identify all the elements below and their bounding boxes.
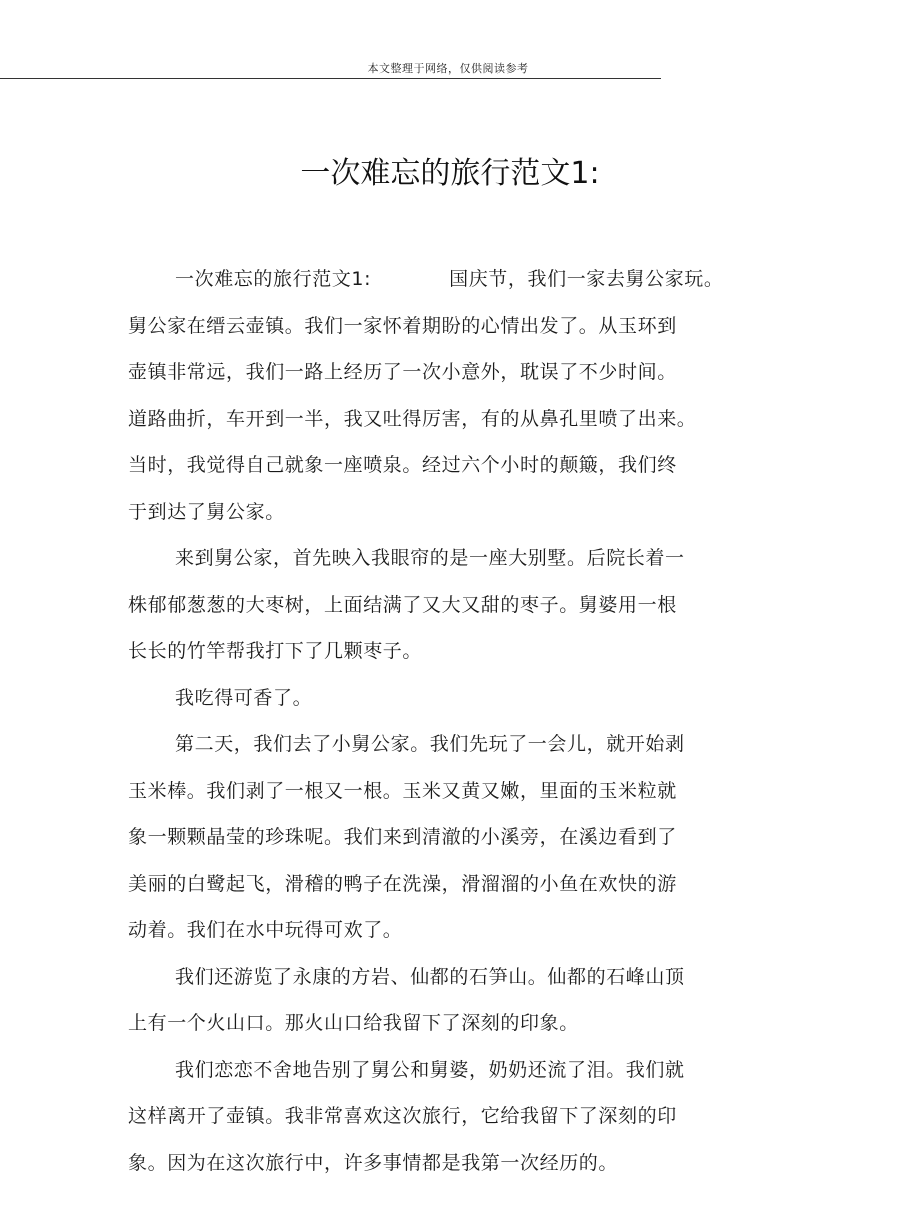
inline-heading: 一次难忘的旅行范文1:: [175, 268, 372, 290]
paragraph-line: 象。因为在这次旅行中，许多事情都是我第一次经历的。: [128, 1151, 619, 1174]
paragraph-line: 动着。我们在水中玩得可欢了。: [128, 919, 403, 941]
paragraph-line: 于到达了舅公家。: [128, 500, 285, 523]
paragraph-line: 株郁郁葱葱的大枣树，上面结满了又大又甜的枣子。舅婆用一根: [128, 593, 677, 616]
paragraph-line: 来到舅公家，首先映入我眼帘的是一座大别墅。后院长着一: [175, 547, 685, 569]
paragraph-line: 玉米棒。我们剥了一根又一根。玉米又黄又嫩，里面的玉米粒就: [128, 779, 677, 802]
paragraph-line: 我们还游览了永康的方岩、仙都的石笋山。仙都的石峰山顶: [175, 965, 685, 988]
article-body: [128, 256, 743, 1186]
paragraph-line: 我们恋恋不舍地告别了舅公和舅婆，奶奶还流了泪。我们就: [175, 1058, 685, 1081]
paragraph-line: 当时，我觉得自己就象一座喷泉。经过六个小时的颠簸，我们终: [128, 454, 677, 476]
paragraph-line: [128, 256, 743, 303]
paragraph-line: 这样离开了壶镇。我非常喜欢这次旅行，它给我留下了深刻的印: [128, 1105, 677, 1127]
header-note: 本文整理于网络，仅供阅读参考: [367, 62, 529, 75]
inline-text: 国庆节，我们一家去舅公家玩。: [449, 268, 724, 290]
paragraph-line: 长长的竹竿帮我打下了几颗枣子。: [128, 640, 423, 662]
paragraph-line: 美丽的白鹭起飞，滑稽的鸭子在洗澡，滑溜溜的小鱼在欢快的游: [128, 872, 677, 895]
header-divider: [0, 78, 661, 79]
paragraph-line: 上有一个火山口。那火山口给我留下了深刻的印象。: [128, 1012, 579, 1034]
paragraph-line: 道路曲折，车开到一半，我又吐得厉害，有的从鼻孔里喷了出来。: [128, 407, 697, 430]
paragraph-line: 象一颗颗晶莹的珍珠呢。我们来到清澈的小溪旁，在溪边看到了: [128, 826, 677, 848]
paragraph-line: 我吃得可香了。: [175, 686, 313, 709]
paragraph-line: 壶镇非常远，我们一路上经历了一次小意外，耽误了不少时间。: [128, 361, 677, 383]
paragraph-line: 第二天，我们去了小舅公家。我们先玩了一会儿，就开始剥: [175, 733, 685, 755]
document-title: 一次难忘的旅行范文1:: [300, 156, 600, 191]
paragraph-line: 舅公家在缙云壶镇。我们一家怀着期盼的心情出发了。从玉环到: [128, 314, 677, 337]
